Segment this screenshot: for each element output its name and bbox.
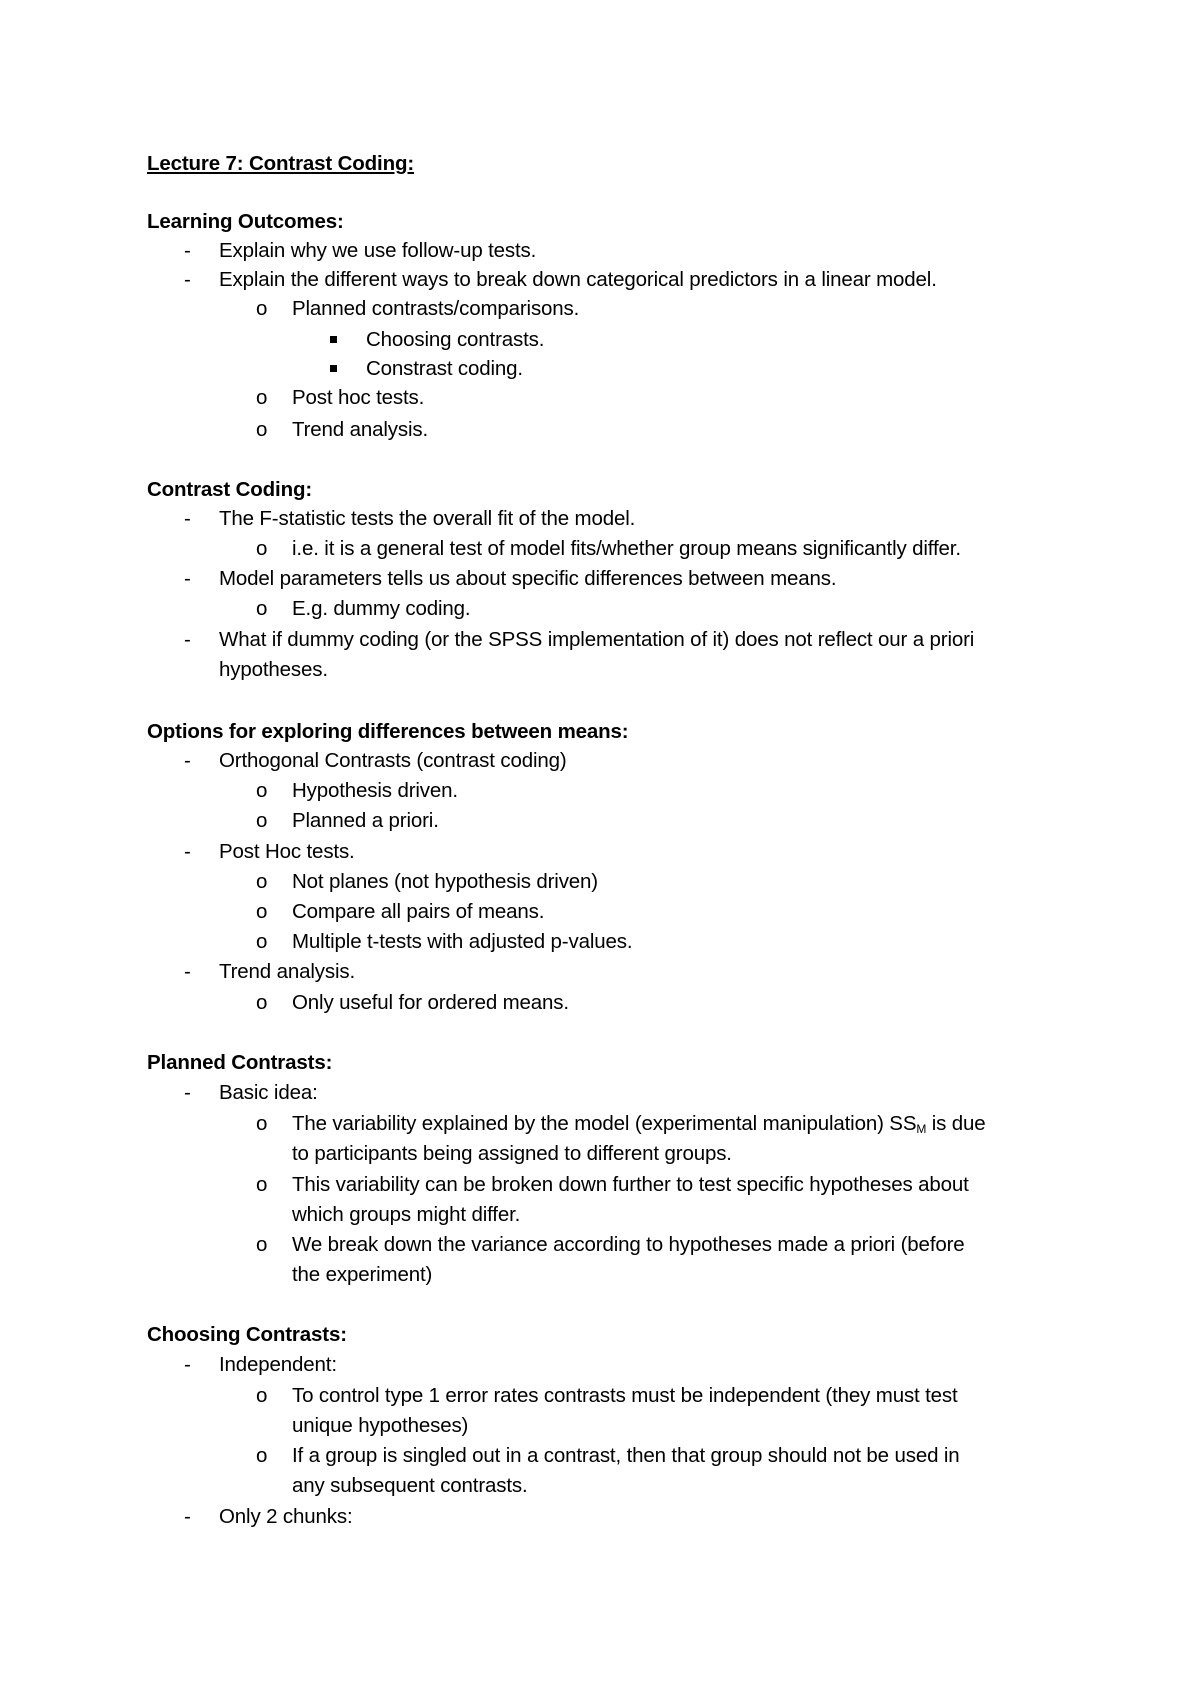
- list-item: i.e. it is a general test of model fits/whether group means significantly differ.: [292, 537, 961, 560]
- list-item: Trend analysis.: [292, 418, 428, 441]
- list-item: Hypothesis driven.: [292, 779, 458, 802]
- circle-bullet: o: [256, 1233, 268, 1256]
- circle-bullet: o: [256, 1384, 268, 1407]
- list-item: Independent:: [219, 1353, 337, 1376]
- dash-bullet: -: [184, 239, 191, 262]
- circle-bullet: o: [256, 297, 268, 320]
- list-item: The F-statistic tests the overall fit of the model.: [219, 507, 636, 530]
- circle-bullet: o: [256, 991, 268, 1014]
- section-heading-options: Options for exploring differences between means:: [147, 720, 629, 743]
- dash-bullet: -: [184, 507, 191, 530]
- list-item: Basic idea:: [219, 1081, 318, 1104]
- list-item-continuation: any subsequent contrasts.: [292, 1474, 528, 1497]
- dash-bullet: -: [184, 1081, 191, 1104]
- ss-text-start: The variability explained by the model (experimental manipulation) SS: [292, 1112, 917, 1135]
- dash-bullet: -: [184, 567, 191, 590]
- section-heading-planned-contrasts: Planned Contrasts:: [147, 1051, 333, 1074]
- dash-bullet: -: [184, 268, 191, 291]
- list-item: If a group is singled out in a contrast, then that group should not be used in: [292, 1444, 960, 1467]
- ss-text-end: is due: [926, 1112, 986, 1135]
- circle-bullet: o: [256, 1112, 268, 1135]
- list-item: This variability can be broken down further to test specific hypotheses about: [292, 1173, 969, 1196]
- list-item: We break down the variance according to hypotheses made a priori (before: [292, 1233, 965, 1256]
- list-item: Explain why we use follow-up tests.: [219, 239, 537, 262]
- list-item: Multiple t-tests with adjusted p-values.: [292, 930, 633, 953]
- list-item: Orthogonal Contrasts (contrast coding): [219, 749, 567, 772]
- circle-bullet: o: [256, 1444, 268, 1467]
- circle-bullet: o: [256, 386, 268, 409]
- circle-bullet: o: [256, 779, 268, 802]
- dash-bullet: -: [184, 960, 191, 983]
- list-item: Only useful for ordered means.: [292, 991, 569, 1014]
- list-item: Not planes (not hypothesis driven): [292, 870, 598, 893]
- page-title: Lecture 7: Contrast Coding:: [147, 152, 415, 175]
- list-item-continuation: unique hypotheses): [292, 1414, 469, 1437]
- list-item-continuation: to participants being assigned to different groups.: [292, 1142, 732, 1165]
- list-item: Choosing contrasts.: [366, 328, 545, 351]
- list-item: Constrast coding.: [366, 357, 523, 380]
- list-item: Explain the different ways to break down categorical predictors in a linear model.: [219, 268, 937, 291]
- list-item: What if dummy coding (or the SPSS implementation of it) does not reflect our a priori: [219, 628, 975, 651]
- section-heading-choosing-contrasts: Choosing Contrasts:: [147, 1323, 347, 1346]
- circle-bullet: o: [256, 809, 268, 832]
- section-heading-learning-outcomes: Learning Outcomes:: [147, 210, 344, 233]
- list-item: To control type 1 error rates contrasts must be independent (they must test: [292, 1384, 958, 1407]
- dash-bullet: -: [184, 749, 191, 772]
- circle-bullet: o: [256, 597, 268, 620]
- list-item: Only 2 chunks:: [219, 1505, 353, 1528]
- circle-bullet: o: [256, 900, 268, 923]
- circle-bullet: o: [256, 418, 268, 441]
- list-item-continuation: the experiment): [292, 1263, 433, 1286]
- dash-bullet: -: [184, 628, 191, 651]
- circle-bullet: o: [256, 870, 268, 893]
- list-item: [292, 1112, 986, 1136]
- circle-bullet: o: [256, 930, 268, 953]
- list-item-continuation: hypotheses.: [219, 658, 328, 681]
- dash-bullet: -: [184, 840, 191, 863]
- list-item: Compare all pairs of means.: [292, 900, 545, 923]
- circle-bullet: o: [256, 1173, 268, 1196]
- list-item-continuation: which groups might differ.: [292, 1203, 521, 1226]
- list-item: Planned contrasts/comparisons.: [292, 297, 580, 320]
- list-item: E.g. dummy coding.: [292, 597, 471, 620]
- section-heading-contrast-coding: Contrast Coding:: [147, 478, 312, 501]
- dash-bullet: -: [184, 1353, 191, 1376]
- list-item: Trend analysis.: [219, 960, 355, 983]
- list-item: Planned a priori.: [292, 809, 439, 832]
- dash-bullet: -: [184, 1505, 191, 1528]
- ss-subscript: M: [916, 1122, 927, 1136]
- circle-bullet: o: [256, 537, 268, 560]
- list-item: Model parameters tells us about specific differences between means.: [219, 567, 837, 590]
- list-item: Post hoc tests.: [292, 386, 425, 409]
- list-item: Post Hoc tests.: [219, 840, 355, 863]
